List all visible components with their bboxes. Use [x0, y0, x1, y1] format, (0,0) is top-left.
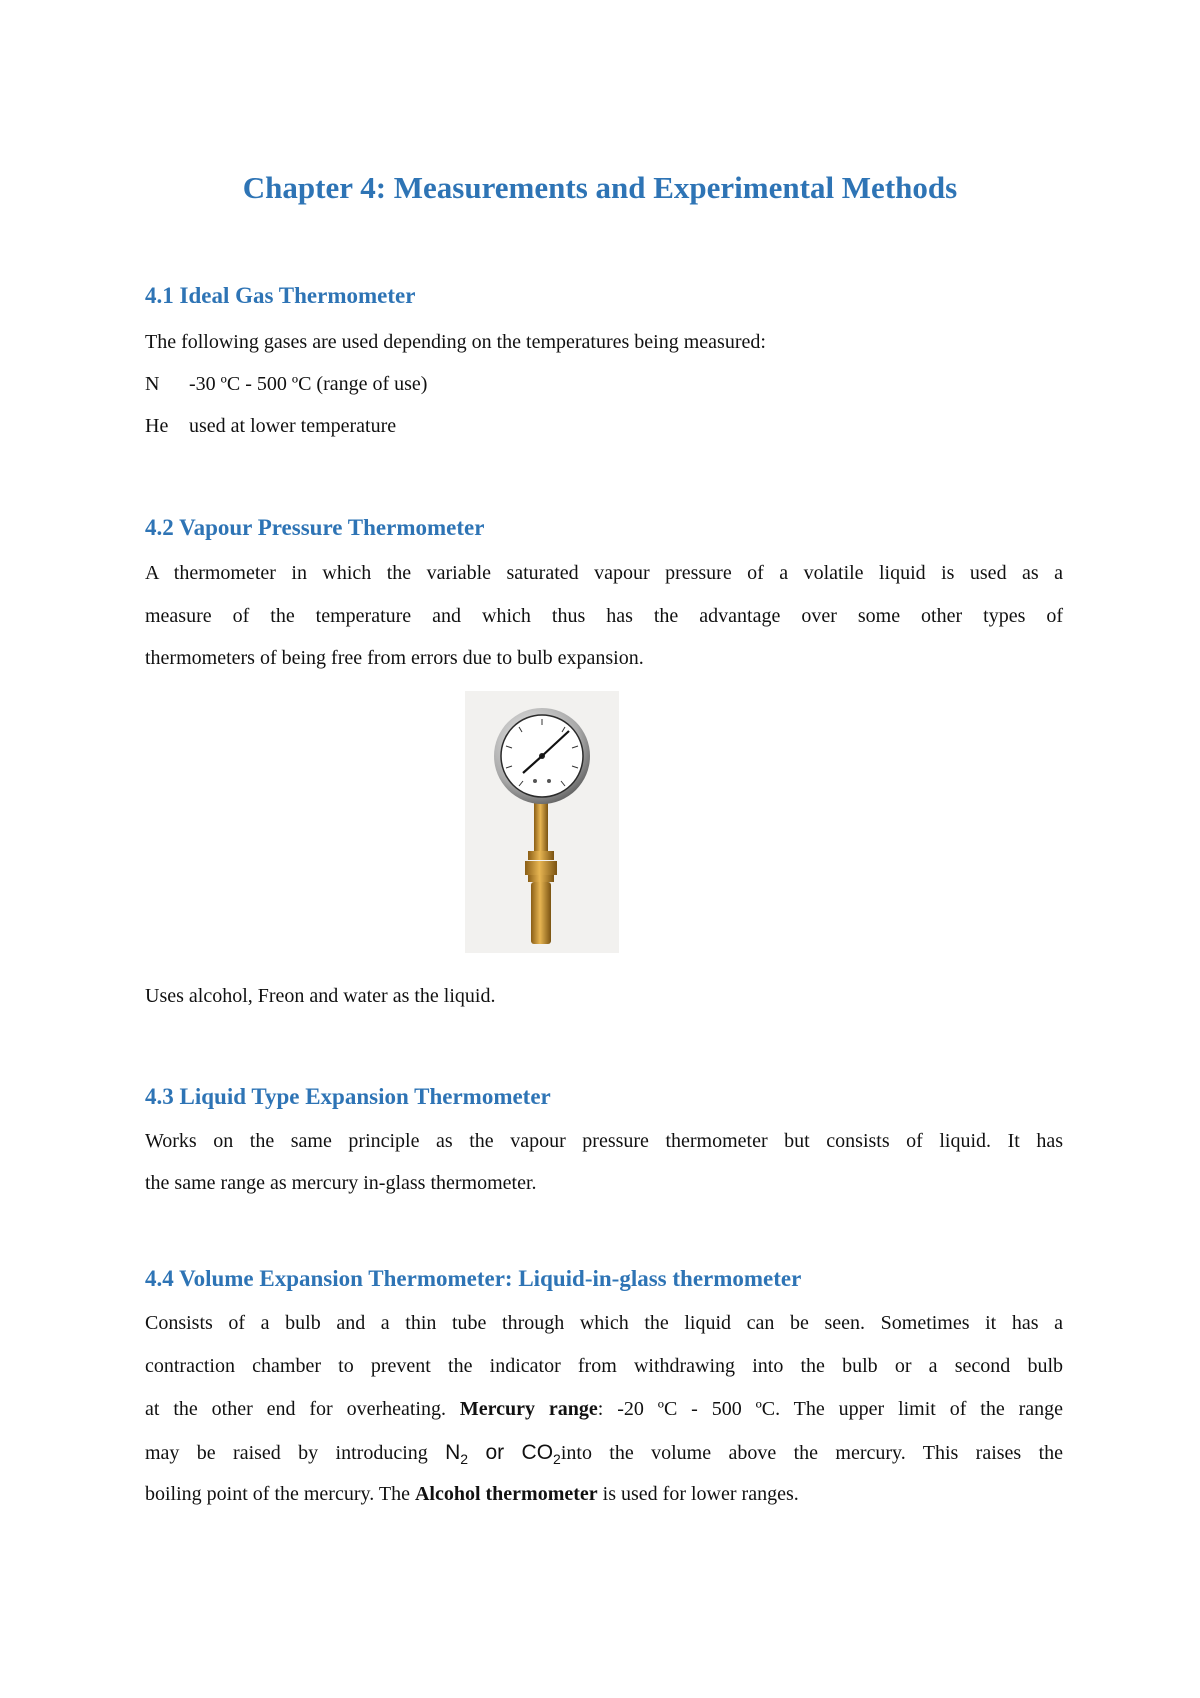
- paragraph-4-2-line-2: measure of the temperature and which thus has the advantage over some other types of: [145, 605, 1063, 627]
- section-heading-4-3: 4.3 Liquid Type Expansion Thermometer: [145, 1084, 551, 1109]
- formula-subscript: 2: [553, 1451, 561, 1468]
- gas-label: He: [145, 415, 169, 437]
- gas-label: N: [145, 373, 160, 395]
- text-run: boiling point of the mercury. The: [145, 1483, 410, 1505]
- gas-description: -30 ºC - 500 ºC (range of use): [189, 373, 428, 395]
- section-heading-4-4: 4.4 Volume Expansion Thermometer: Liquid-in-glass thermometer: [145, 1266, 802, 1291]
- mercury-range-label: Mercury range: [459, 1398, 598, 1420]
- formula-subscript: 2: [460, 1451, 469, 1468]
- paragraph-4-4-line-5: [145, 1482, 799, 1506]
- section-heading-4-2: 4.2 Vapour Pressure Thermometer: [145, 515, 485, 540]
- paragraph-4-2-line-1: A thermometer in which the variable saturated vapour pressure of a volatile liquid is used as a: [145, 562, 1063, 584]
- formula-base: CO: [521, 1441, 554, 1464]
- page-title: Chapter 4: Measurements and Experimental Methods: [242, 170, 958, 205]
- or-word: or: [485, 1441, 505, 1464]
- formula-base: N: [445, 1441, 461, 1464]
- gas-row-nitrogen: [145, 372, 427, 396]
- figure-caption: Uses alcohol, Freon and water as the liquid.: [145, 985, 496, 1007]
- text-run: into the volume above the mercury. This raises the: [560, 1442, 1064, 1464]
- section-heading-4-1: 4.1 Ideal Gas Thermometer: [145, 283, 416, 308]
- nitrogen-formula: [445, 1441, 469, 1468]
- text-run: at the other end for overheating.: [145, 1398, 446, 1420]
- paragraph-4-2-line-3: thermometers of being free from errors due to bulb expansion.: [145, 647, 644, 669]
- carbon-dioxide-formula: [521, 1441, 561, 1468]
- paragraph-4-3-line-2: the same range as mercury in-glass thermometer.: [145, 1172, 537, 1194]
- text-run: : -20 ºC - 500 ºC. The upper limit of the range: [597, 1398, 1064, 1420]
- paragraph-4-4-line-3: [145, 1388, 1063, 1431]
- vapour-pressure-thermometer-image: [465, 691, 619, 953]
- alcohol-thermometer-label: Alcohol thermometer: [414, 1483, 598, 1505]
- paragraph-4-4-line-4: [145, 1431, 1063, 1475]
- gas-row-helium: [145, 414, 396, 438]
- paragraph-4-3-line-1: Works on the same principle as the vapour pressure thermometer but consists of liquid. It has: [145, 1130, 1063, 1152]
- paragraph-4-1-intro: The following gases are used depending on the temperatures being measured:: [145, 331, 766, 353]
- text-run: is used for lower ranges.: [602, 1483, 799, 1505]
- paragraph-4-4-line-2: contraction chamber to prevent the indicator from withdrawing into the bulb or a second bulb: [145, 1355, 1063, 1377]
- paragraph-4-4-line-1: Consists of a bulb and a thin tube through which the liquid can be seen. Sometimes it has a: [145, 1312, 1063, 1334]
- gas-description: used at lower temperature: [189, 415, 397, 437]
- text-run: may be raised by introducing: [145, 1442, 428, 1464]
